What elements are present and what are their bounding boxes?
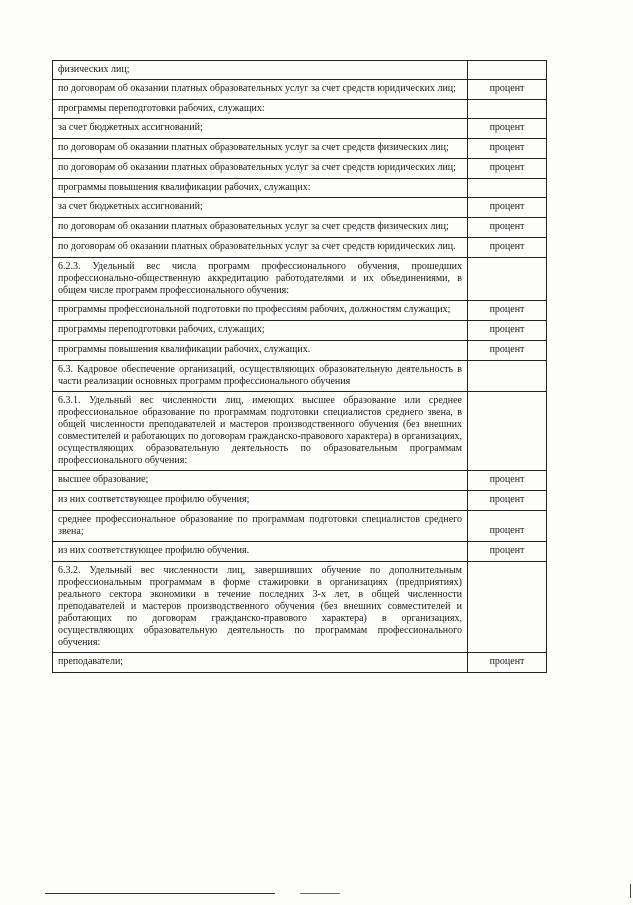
- indicator-text: 6.3. Кадровое обеспечение организаций, осуществляющих образовательную деятельность в части реализации основных программ профессионального обучения: [53, 361, 468, 392]
- table-row: [53, 258, 547, 301]
- table-row: [53, 61, 547, 80]
- indicator-text: преподаватели;: [53, 653, 468, 673]
- table-row: [53, 218, 547, 238]
- indicator-table: [52, 60, 547, 673]
- unit-cell: [468, 61, 547, 80]
- indicator-text: 6.2.3. Удельный вес числа программ профессионального обучения, прошедших профессионально-общественную аккредитацию работодателями и их объединениями, в общем числе программ профессионального обучения:: [53, 258, 468, 301]
- indicator-text: физических лиц;: [53, 61, 468, 80]
- indicator-text: за счет бюджетных ассигнований;: [53, 198, 468, 218]
- table-row: [53, 100, 547, 119]
- indicator-text: программы профессиональной подготовки по профессиям рабочих, должностям служащих;: [53, 301, 468, 321]
- unit-cell: процент: [468, 511, 547, 542]
- page-footer-rule-fragment: [300, 893, 340, 894]
- table-row: [53, 198, 547, 218]
- table-row: [53, 542, 547, 562]
- table-row: [53, 119, 547, 139]
- unit-cell: процент: [468, 301, 547, 321]
- unit-cell: процент: [468, 159, 547, 179]
- unit-cell: [468, 392, 547, 471]
- unit-cell: процент: [468, 218, 547, 238]
- indicator-text: из них соответствующее профилю обучения.: [53, 542, 468, 562]
- table-row: [53, 139, 547, 159]
- indicator-text: по договорам об оказании платных образовательных услуг за счет средств юридических лиц;: [53, 159, 468, 179]
- indicator-text: по договорам об оказании платных образовательных услуг за счет средств юридических лиц;: [53, 80, 468, 100]
- indicator-text: программы переподготовки рабочих, служащих;: [53, 321, 468, 341]
- unit-cell: процент: [468, 198, 547, 218]
- page-footer-rule: [45, 893, 275, 894]
- unit-cell: процент: [468, 491, 547, 511]
- unit-cell: процент: [468, 80, 547, 100]
- table-row: [53, 562, 547, 653]
- unit-cell: процент: [468, 471, 547, 491]
- indicator-text: программы повышения квалификации рабочих, служащих:: [53, 179, 468, 198]
- unit-cell: процент: [468, 119, 547, 139]
- table-row: [53, 341, 547, 361]
- table-row: [53, 159, 547, 179]
- indicator-text: высшее образование;: [53, 471, 468, 491]
- unit-cell: процент: [468, 321, 547, 341]
- table-row: [53, 321, 547, 341]
- indicator-text: программы переподготовки рабочих, служащих:: [53, 100, 468, 119]
- unit-cell: процент: [468, 238, 547, 258]
- indicator-text: 6.3.2. Удельный вес численности лиц, завершивших обучение по дополнительным профессиональным программам в форме стажировки в организациях (предприятиях) реального сектора экономики в течение последних 3-х лет, в общей численности преподавателей и мастеров производственного обучения (без внешних совместителей и работающих по договорам гражданско-правового характера) в организациях, осуществляющих образовательную деятельность по программам профессионального обучения:: [53, 562, 468, 653]
- table-row: [53, 179, 547, 198]
- unit-cell: процент: [468, 653, 547, 673]
- indicator-text: за счет бюджетных ассигнований;: [53, 119, 468, 139]
- unit-cell: [468, 361, 547, 392]
- unit-cell: процент: [468, 139, 547, 159]
- indicator-text: по договорам об оказании платных образовательных услуг за счет средств юридических лиц.: [53, 238, 468, 258]
- table-row: [53, 80, 547, 100]
- indicator-text: программы повышения квалификации рабочих, служащих.: [53, 341, 468, 361]
- table-row: [53, 238, 547, 258]
- unit-cell: процент: [468, 542, 547, 562]
- unit-cell: [468, 179, 547, 198]
- unit-cell: [468, 562, 547, 653]
- table-row: [53, 511, 547, 542]
- unit-cell: [468, 258, 547, 301]
- indicator-text: 6.3.1. Удельный вес численности лиц, имеющих высшее образование или среднее профессиональное образование по программам подготовки специалистов среднего звена, в общей численности преподавателей и мастеров производственного обучения (без внешних совместителей и работающих по договорам гражданско-правового характера) в организациях, осуществляющих образовательную деятельность по образовательным программам профессионального обучения:: [53, 392, 468, 471]
- unit-cell: [468, 100, 547, 119]
- unit-cell: процент: [468, 341, 547, 361]
- table-row: [53, 471, 547, 491]
- table-row: [53, 491, 547, 511]
- indicator-text: среднее профессиональное образование по программам подготовки специалистов среднего звена;: [53, 511, 468, 542]
- indicator-text: из них соответствующее профилю обучения;: [53, 491, 468, 511]
- indicator-text: по договорам об оказании платных образовательных услуг за счет средств физических лиц;: [53, 139, 468, 159]
- indicator-text: по договорам об оказании платных образовательных услуг за счет средств физических лиц;: [53, 218, 468, 238]
- table-row: [53, 301, 547, 321]
- scan-edge-mark: [630, 884, 631, 898]
- table-row: [53, 653, 547, 673]
- table-row: [53, 361, 547, 392]
- table-row: [53, 392, 547, 471]
